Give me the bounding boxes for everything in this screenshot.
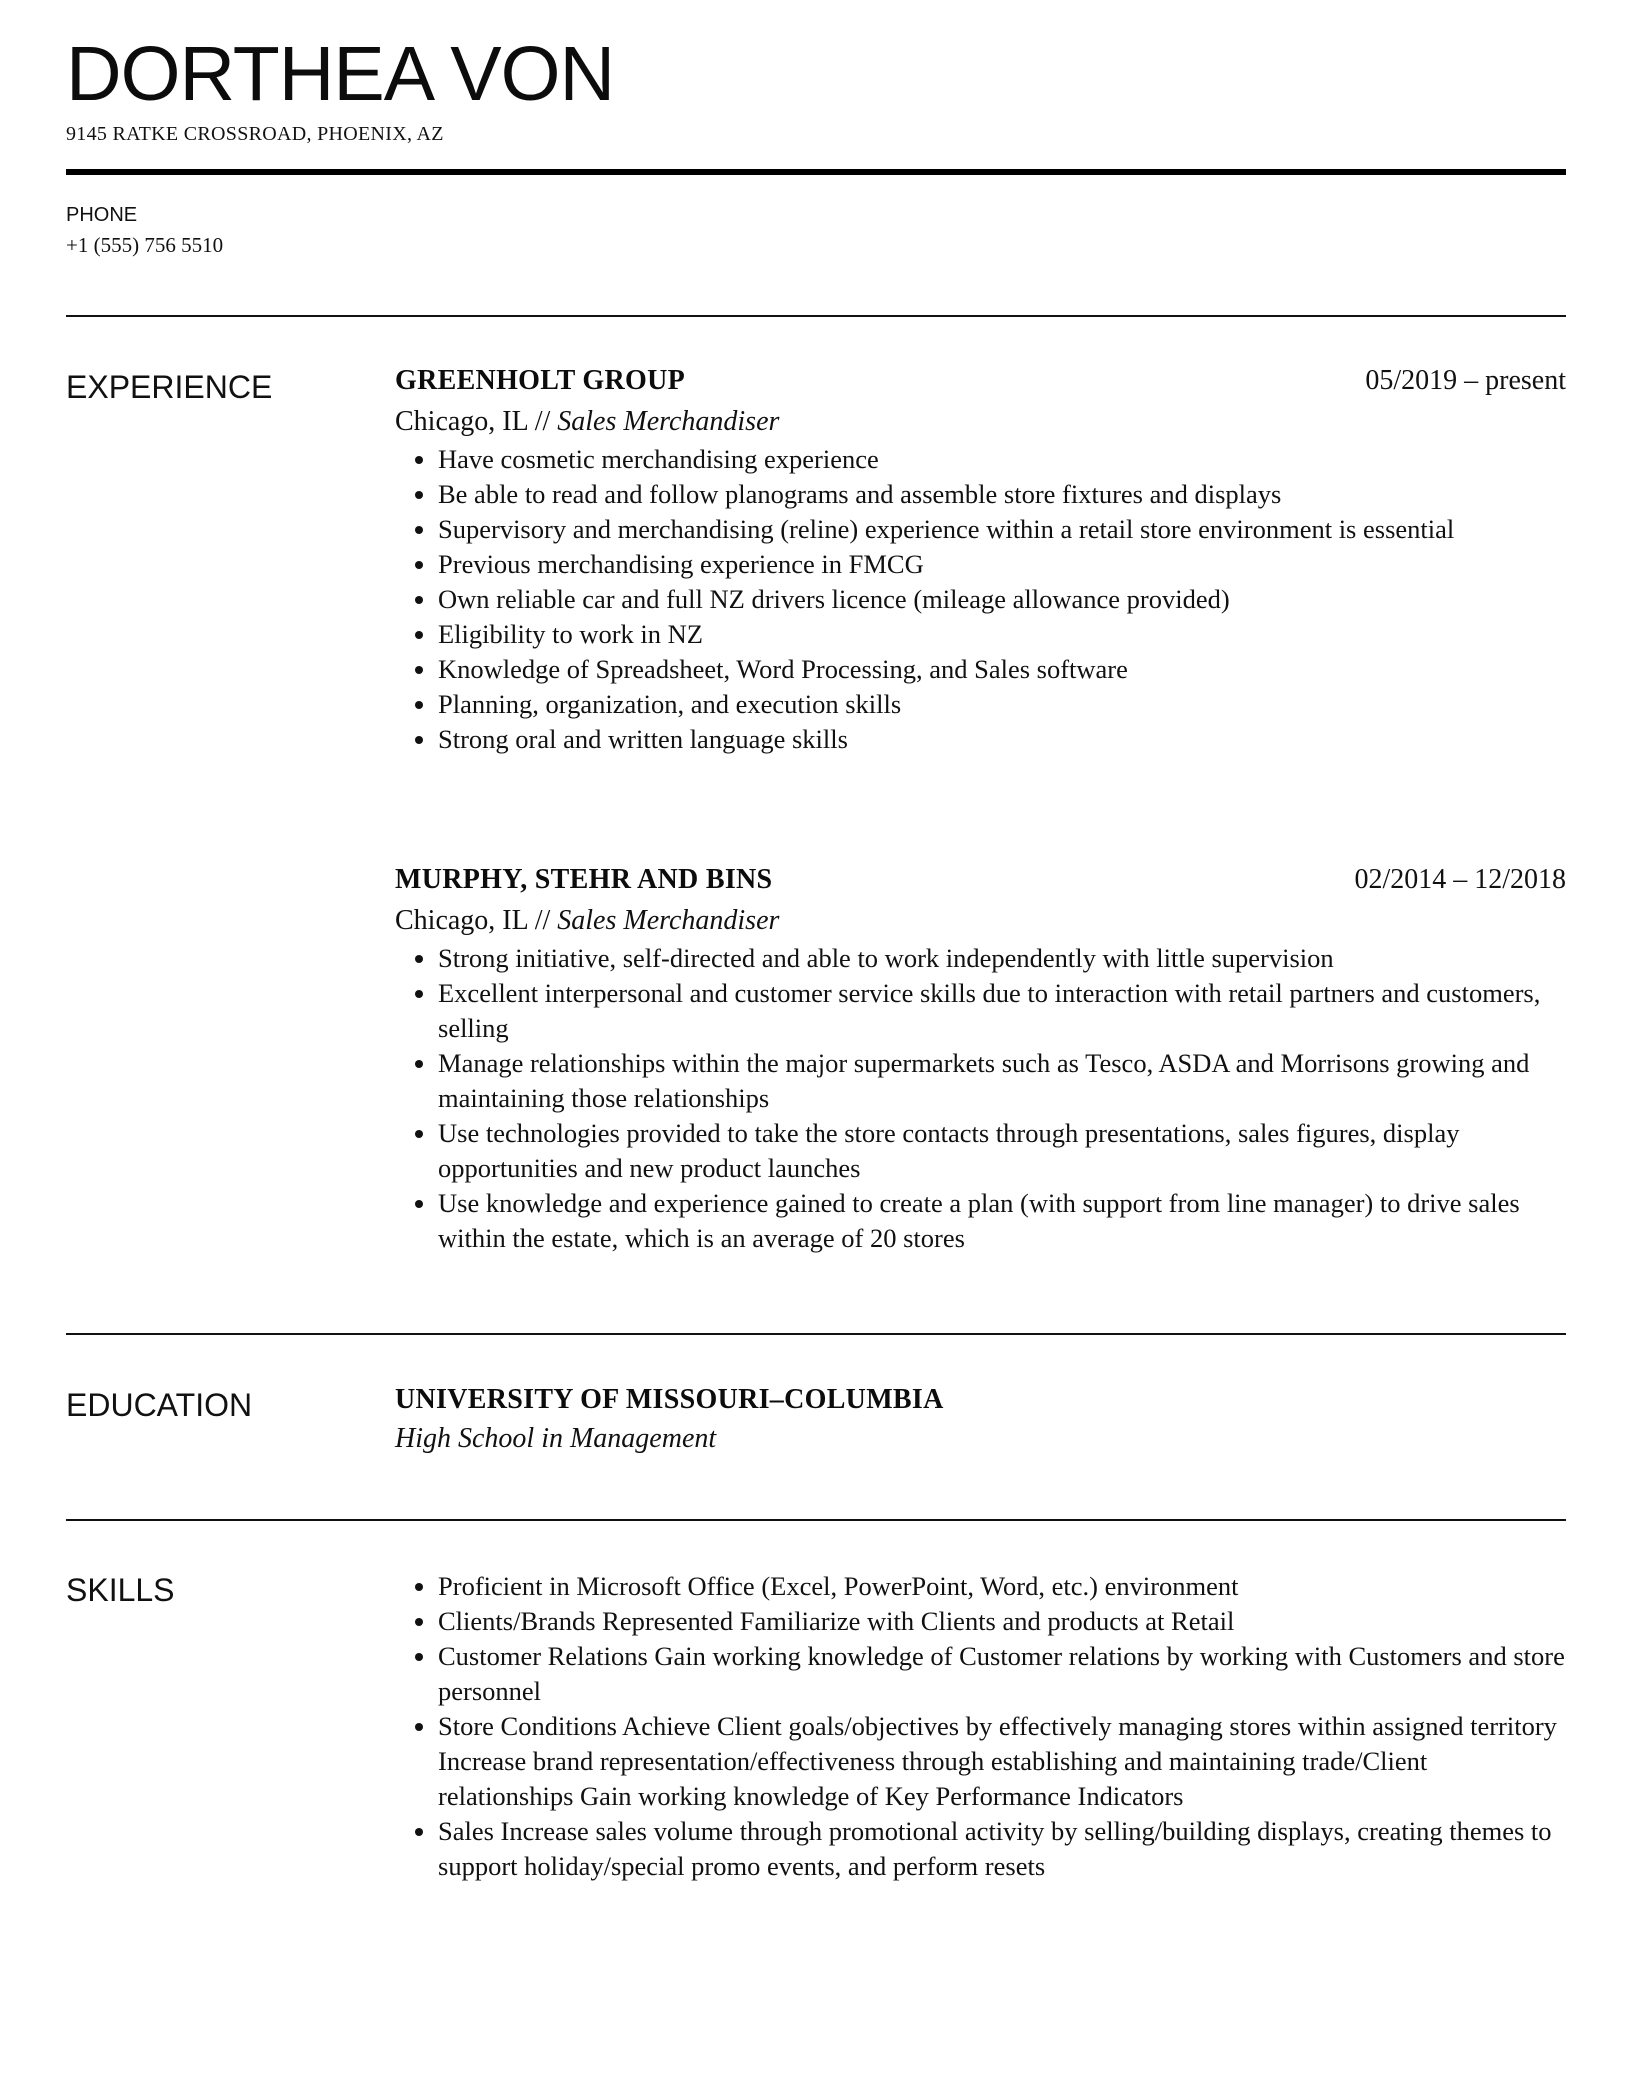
school-name: UNIVERSITY OF MISSOURI–COLUMBIA [395,1384,944,1415]
list-item: Use technologies provided to take the store contacts through presentations, sales figures, display opportunities and new product launches [395,1116,1566,1186]
list-item: Strong oral and written language skills [395,722,1566,757]
job-separator: // [527,406,558,437]
skills-section-title: SKILLS [66,1572,175,1608]
candidate-name: DORTHEA VON [66,31,615,117]
list-item: Sales Increase sales volume through promotional activity by selling/building displays, creating themes to support holiday/special promo events, and perform resets [395,1814,1566,1884]
degree: High School in Management [395,1423,717,1454]
experience-divider [66,1333,1566,1335]
skills-list [395,1569,1566,1884]
job-duties-list [395,941,1566,1256]
job-dates: 05/2019 – present [1365,365,1566,396]
list-item: Supervisory and merchandising (reline) experience within a retail store environment is essential [395,512,1566,547]
job-header [395,362,1566,402]
job-subtitle [395,402,1566,442]
job-entry-2 [395,861,1566,1256]
list-item: Planning, organization, and execution skills [395,687,1566,722]
phone-label: PHONE [66,204,138,226]
list-item: Excellent interpersonal and customer service skills due to interaction with retail partners and customers, selling [395,976,1566,1046]
job-duties-list [395,442,1566,757]
job-role: Sales Merchandiser [557,905,780,936]
list-item: Proficient in Microsoft Office (Excel, PowerPoint, Word, etc.) environment [395,1569,1566,1604]
job-company: MURPHY, STEHR AND BINS [395,864,773,895]
education-divider [66,1519,1566,1521]
list-item: Knowledge of Spreadsheet, Word Processing, and Sales software [395,652,1566,687]
contact-divider [66,315,1566,317]
skills-entry [395,1569,1566,1884]
job-location: Chicago, IL [395,905,528,936]
list-item: Use knowledge and experience gained to create a plan (with support from line manager) to drive sales within the estate, which is an average of 20 stores [395,1186,1566,1256]
job-separator: // [527,905,558,936]
list-item: Own reliable car and full NZ drivers licence (mileage allowance provided) [395,582,1566,617]
list-item: Be able to read and follow planograms and assemble store fixtures and displays [395,477,1566,512]
candidate-address: 9145 RATKE CROSSROAD, PHOENIX, AZ [66,123,444,145]
list-item: Previous merchandising experience in FMCG [395,547,1566,582]
list-item: Have cosmetic merchandising experience [395,442,1566,477]
job-dates: 02/2014 – 12/2018 [1354,864,1566,895]
job-company: GREENHOLT GROUP [395,365,686,396]
list-item: Customer Relations Gain working knowledge of Customer relations by working with Customers and store personnel [395,1639,1566,1709]
job-role: Sales Merchandiser [557,406,780,437]
education-entry [395,1381,1566,1459]
job-header [395,861,1566,901]
list-item: Manage relationships within the major supermarkets such as Tesco, ASDA and Morrisons growing and maintaining those relationships [395,1046,1566,1116]
phone-value: +1 (555) 756 5510 [66,233,224,257]
header-divider [66,169,1566,175]
list-item: Strong initiative, self-directed and able to work independently with little supervision [395,941,1566,976]
job-subtitle [395,901,1566,941]
job-location: Chicago, IL [395,406,528,437]
job-entry-1 [395,362,1566,757]
experience-section-title: EXPERIENCE [66,369,273,405]
list-item: Store Conditions Achieve Client goals/objectives by effectively managing stores within assigned territory Increase brand representation/effectiveness through establishing and maintaining trade/Client relationships Gain working knowledge of Key Performance Indicators [395,1709,1566,1814]
education-section-title: EDUCATION [66,1387,253,1423]
list-item: Clients/Brands Represented Familiarize with Clients and products at Retail [395,1604,1566,1639]
list-item: Eligibility to work in NZ [395,617,1566,652]
